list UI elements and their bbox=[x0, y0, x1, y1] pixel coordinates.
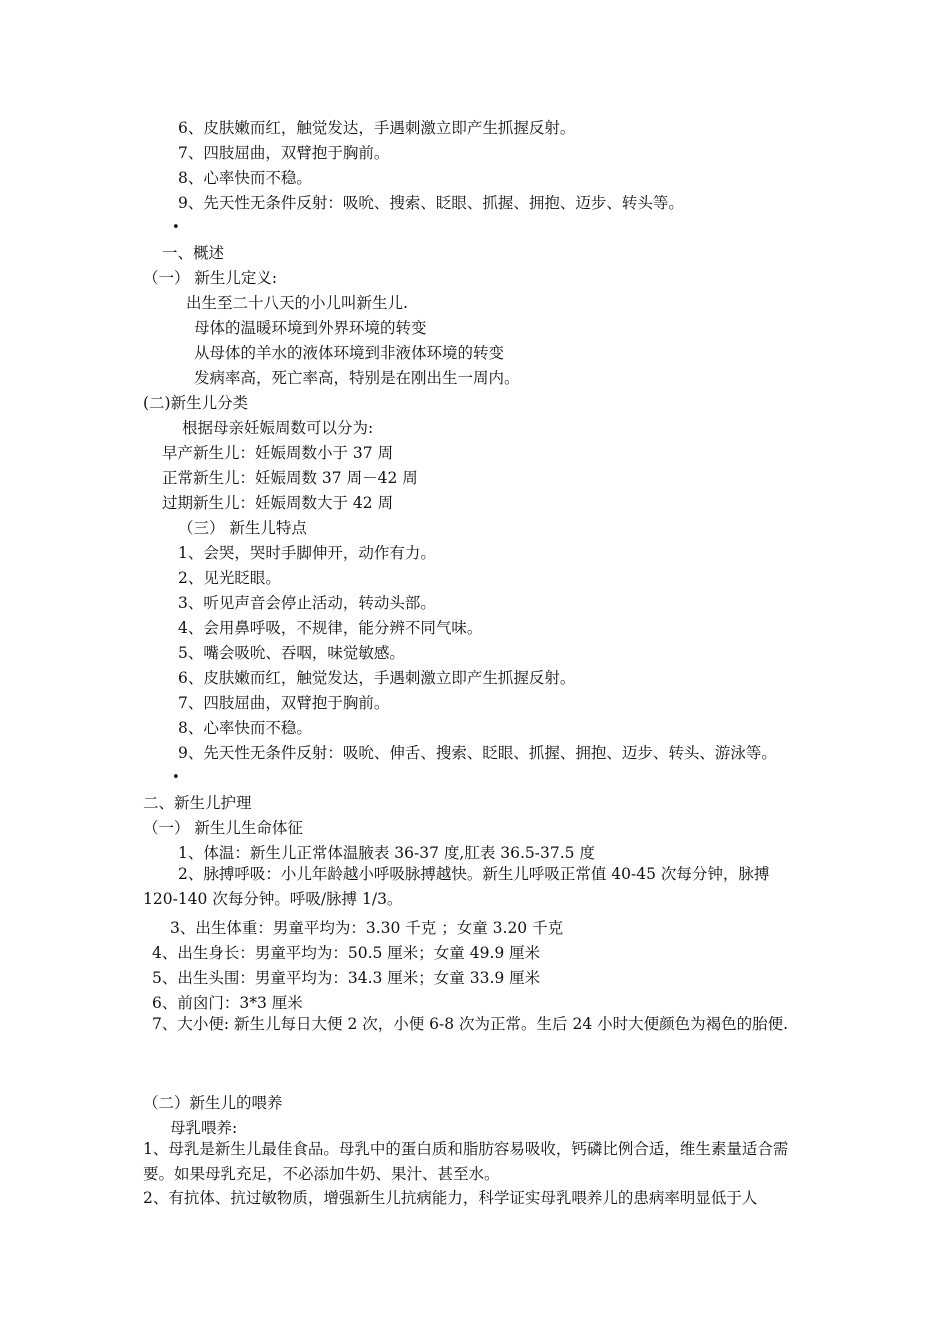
text-line: 6、皮肤嫩而红，触觉发达，手遇刺激立即产生抓握反射。 bbox=[178, 119, 576, 137]
text-line: 正常新生儿：妊娠周数 37 周－42 周 bbox=[162, 469, 418, 487]
bullet-marker: • bbox=[172, 770, 180, 785]
bullet-marker: • bbox=[172, 220, 180, 235]
text-line: 6、皮肤嫩而红，触觉发达，手遇刺激立即产生抓握反射。 bbox=[178, 669, 576, 687]
text-line: 早产新生儿：妊娠周数小于 37 周 bbox=[162, 444, 394, 462]
text-line: 5、出生头围：男童平均为：34.3 厘米；女童 33.9 厘米 bbox=[152, 969, 541, 987]
text-line: （三） 新生儿特点 bbox=[178, 519, 307, 537]
text-line: 7、大小便: 新生儿每日大便 2 次，小便 6-8 次为正常。生后 24 小时大便颜色为褐色的胎便. bbox=[152, 1015, 789, 1033]
text-line: 3、听见声音会停止活动，转动头部。 bbox=[178, 594, 436, 612]
text-line: 1、会哭，哭时手脚伸开，动作有力。 bbox=[178, 544, 436, 562]
text-line: 出生至二十八天的小儿叫新生儿. bbox=[186, 294, 408, 312]
text-line: 8、心率快而不稳。 bbox=[178, 719, 312, 737]
text-line: 9、先天性无条件反射：吸吮、伸舌、搜索、眨眼、抓握、拥抱、迈步、转头、游泳等。 bbox=[178, 744, 777, 762]
text-line: 7、四肢屈曲，双臂抱于胸前。 bbox=[178, 144, 390, 162]
text-line: 1、母乳是新生儿最佳食品。母乳中的蛋白质和脂肪容易吸收，钙磷比例合适，维生素量适合需要。如果母乳充足，不必添加牛奶、果汁、甚至水。 bbox=[143, 1140, 789, 1183]
text-line: （一） 新生儿定义: bbox=[143, 269, 278, 287]
text-line: 根据母亲妊娠周数可以分为: bbox=[182, 419, 374, 437]
text-line: 母乳喂养: bbox=[170, 1119, 238, 1137]
text-line: 4、会用鼻呼吸，不规律，能分辨不同气味。 bbox=[178, 619, 483, 637]
text-line: 母体的温暖环境到外界环境的转变 bbox=[194, 319, 427, 337]
text-line: （一） 新生儿生命体征 bbox=[143, 819, 303, 837]
text-line: 2、有抗体、抗过敏物质，增强新生儿抗病能力，科学证实母乳喂养儿的患病率明显低于人 bbox=[143, 1189, 758, 1207]
text-line: 过期新生儿：妊娠周数大于 42 周 bbox=[162, 494, 394, 512]
text-line: 3、出生体重：男童平均为：3.30 千克 ；女童 3.20 千克 bbox=[170, 919, 564, 937]
text-line: 2、见光眨眼。 bbox=[178, 569, 281, 587]
text-line: 5、嘴会吸吮、吞咽，味觉敏感。 bbox=[178, 644, 405, 662]
text-line: 7、四肢屈曲，双臂抱于胸前。 bbox=[178, 694, 390, 712]
text-line: 发病率高，死亡率高，特别是在刚出生一周内。 bbox=[194, 369, 520, 387]
text-line: 6、前囟门：3*3 厘米 bbox=[152, 994, 303, 1012]
text-line: 8、心率快而不稳。 bbox=[178, 169, 312, 187]
text-line: 4、出生身长：男童平均为：50.5 厘米；女童 49.9 厘米 bbox=[152, 944, 541, 962]
text-line: 二、新生儿护理 bbox=[143, 794, 252, 812]
text-line: 9、先天性无条件反射：吸吮、搜索、眨眼、抓握、拥抱、迈步、转头等。 bbox=[178, 194, 684, 212]
text-line: 2、脉搏呼吸：小儿年龄越小呼吸脉搏越快。新生儿呼吸正常值 40-45 次每分钟，脉搏 120-140 次每分钟。呼吸/脉搏 1/3。 bbox=[143, 865, 770, 908]
text-line: (二)新生儿分类 bbox=[143, 394, 249, 412]
text-line: （二）新生儿的喂养 bbox=[143, 1094, 283, 1112]
text-line: 一、概述 bbox=[162, 244, 225, 262]
text-line: 从母体的羊水的液体环境到非液体环境的转变 bbox=[194, 344, 505, 362]
text-line: 1、体温：新生儿正常体温腋表 36-37 度,肛表 36.5-37.5 度 bbox=[178, 844, 595, 862]
